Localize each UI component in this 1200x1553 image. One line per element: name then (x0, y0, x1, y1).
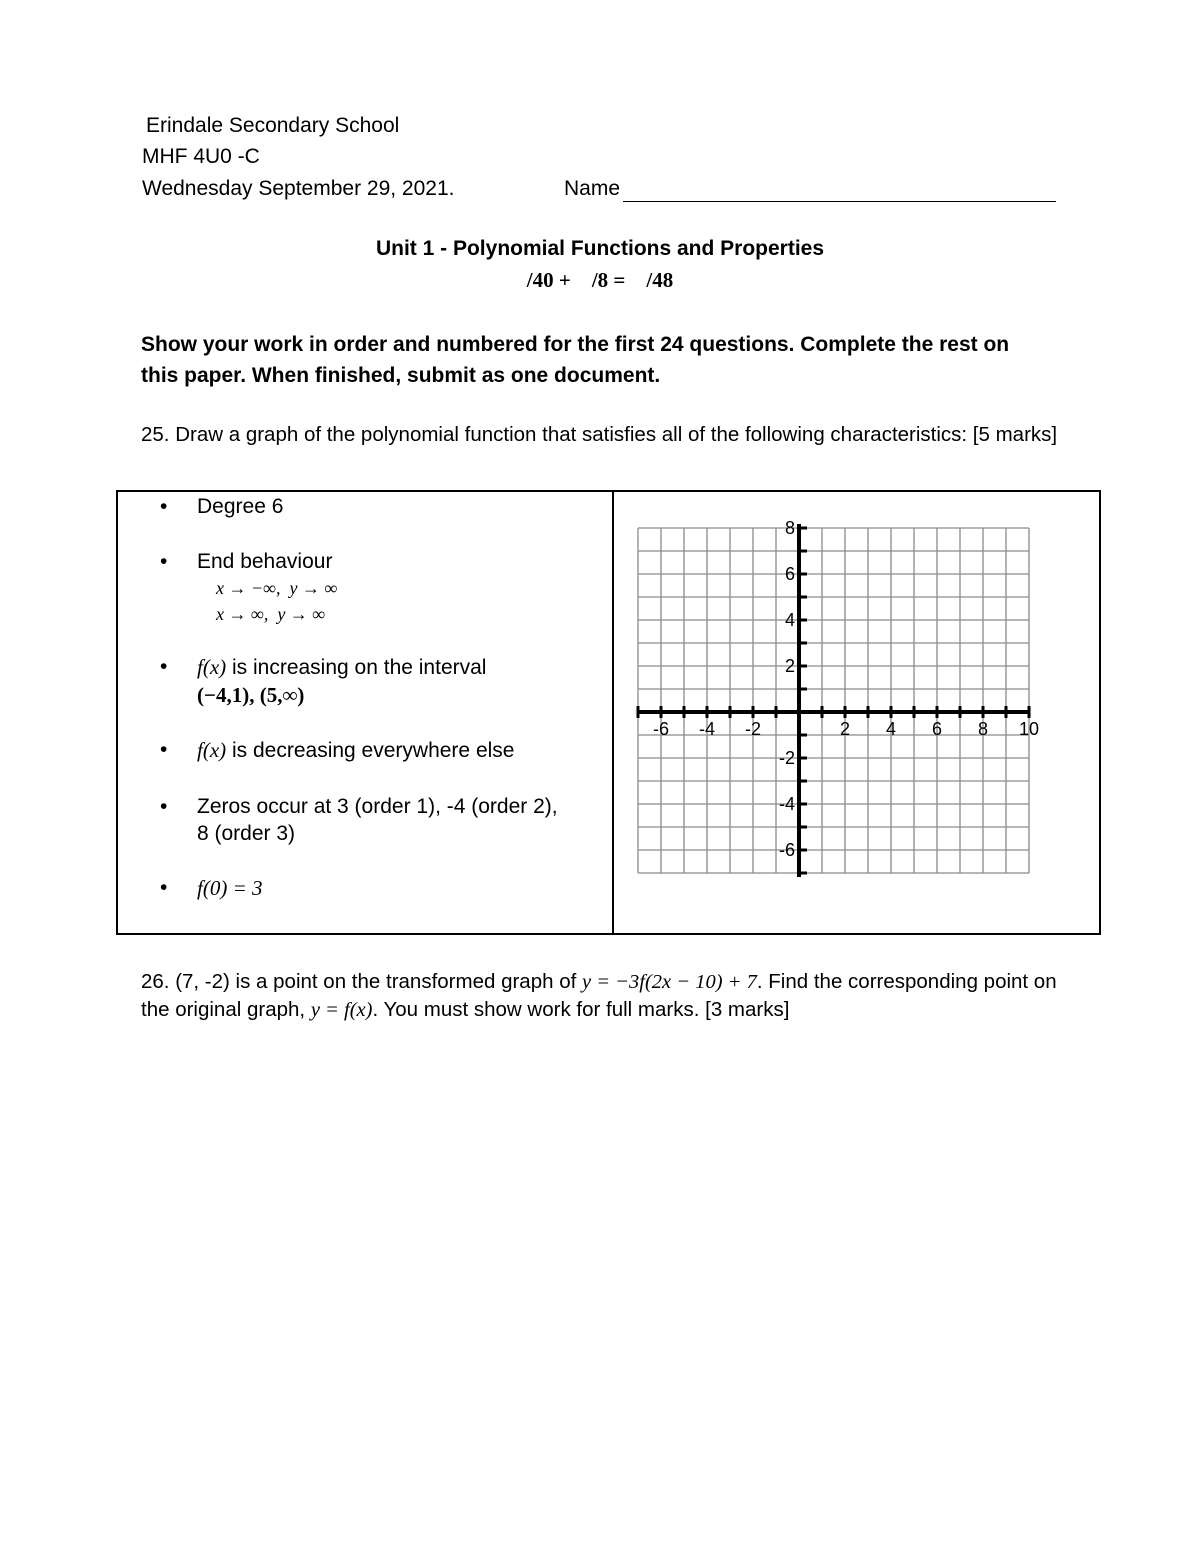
score-line: /40 + /8 = /48 (526, 268, 674, 292)
bullet-dot: • (160, 795, 168, 818)
decreasing-text (197, 738, 514, 763)
y-tick-label: -2 (778, 748, 795, 768)
bullet-dot: • (160, 550, 168, 573)
bullet-dot: • (160, 876, 168, 899)
increasing-interval: (−4,1), (5,∞) (197, 683, 305, 707)
x-tick-label: 4 (885, 719, 897, 739)
q26-text-2: . Find the corresponding point on the original graph, (141, 970, 1057, 1021)
question-26 (141, 968, 1081, 1024)
name-label: Name (564, 177, 621, 200)
fx-math: f(x) (197, 655, 227, 679)
degree-text: Degree 6 (197, 495, 284, 518)
y-tick-label: 2 (784, 656, 795, 676)
q26-text-3: . You must show work for full marks. [3 marks] (372, 998, 790, 1021)
end-behaviour-text: End behaviour (197, 550, 333, 573)
school-name: Erindale Secondary School (146, 114, 400, 137)
zeros-text: Zeros occur at 3 (order 1), -4 (order 2), (197, 795, 558, 818)
question-25-prompt: 25. Draw a graph of the polynomial function that satisfies all of the following characteristics: [5 marks] (141, 423, 1058, 446)
y-tick-label: 6 (784, 564, 795, 584)
coordinate-grid[interactable] (636, 518, 1040, 930)
end-behaviour-right: x → ∞, y → ∞ (216, 604, 326, 624)
zeros-text-cont: 8 (order 3) (197, 822, 296, 845)
bullet-dot: • (160, 495, 168, 518)
x-tick-label: 6 (931, 719, 943, 739)
increasing-text (197, 655, 486, 680)
q26-original-equation: y = f(x) (310, 999, 373, 1021)
x-tick-label: 8 (977, 719, 989, 739)
x-tick-label: -4 (698, 719, 716, 739)
x-tick-label: -6 (652, 719, 670, 739)
grid-lines (638, 528, 1029, 873)
unit-title: Unit 1 - Polynomial Functions and Properties (375, 237, 825, 260)
test-date: Wednesday September 29, 2021. (142, 177, 455, 200)
fx-math: f(x) (197, 738, 227, 762)
table-divider (612, 490, 614, 935)
y-tick-label: 8 (784, 518, 795, 538)
bullet-dot: • (160, 738, 168, 761)
decreasing-label: is decreasing everywhere else (226, 739, 515, 762)
x-tick-label: -2 (744, 719, 762, 739)
name-blank-line[interactable] (623, 201, 1056, 202)
bullet-dot: • (160, 655, 168, 678)
x-tick-label: 2 (839, 719, 851, 739)
x-tick-label: 10 (1018, 719, 1040, 739)
y-tick-label: -6 (778, 840, 795, 860)
end-behaviour-left: x → −∞, y → ∞ (216, 578, 338, 598)
f0-text: f(0) = 3 (197, 876, 263, 900)
q26-text-1: 26. (7, -2) is a point on the transformed graph of (141, 970, 582, 993)
y-tick-label: 4 (784, 610, 795, 630)
instructions: Show your work in order and numbered for the first 24 questions. Complete the rest on this paper. When finished, submit as one document. (141, 333, 1010, 387)
course-code: MHF 4U0 -C (142, 145, 260, 168)
q26-equation: y = −3f(2x − 10) + 7 (582, 971, 757, 993)
increasing-label: is increasing on the interval (226, 656, 487, 679)
y-tick-label: -4 (778, 794, 795, 814)
axes (638, 524, 1029, 877)
